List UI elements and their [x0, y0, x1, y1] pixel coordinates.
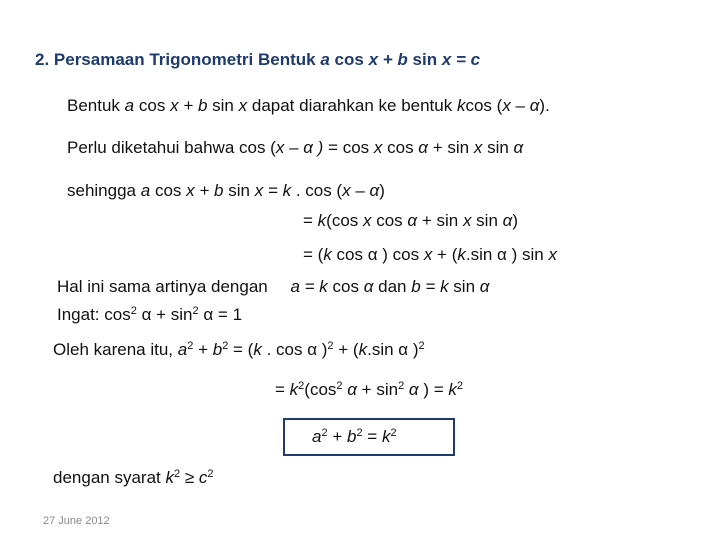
t: 2 [173, 468, 181, 480]
line-syarat [53, 468, 214, 488]
t: k [317, 211, 327, 230]
t: 2 [298, 380, 305, 392]
t: x [363, 211, 372, 230]
t: 2 [187, 340, 194, 352]
t: + ( [432, 245, 458, 264]
t: x – α [342, 181, 380, 200]
t: sin [228, 181, 250, 200]
t: k [358, 340, 368, 359]
t: x – α [502, 96, 540, 115]
t: cos [382, 138, 419, 157]
t: k [448, 380, 457, 399]
t: sehingga [67, 181, 137, 200]
t: k [457, 245, 466, 264]
t: + [327, 427, 347, 446]
t: = [303, 211, 318, 230]
t: 2 [398, 380, 405, 392]
t: Ingat: cos [57, 305, 131, 324]
t: x [462, 211, 472, 230]
t: = cos [323, 138, 374, 157]
t: b = k [411, 277, 449, 296]
t: a [140, 181, 151, 200]
line-perlu [67, 138, 523, 158]
t: 2 [192, 305, 199, 317]
t: dengan syarat [53, 468, 166, 487]
t: k [323, 245, 332, 264]
t: α [502, 211, 513, 230]
t: cos α ) cos [331, 245, 424, 264]
t: .sin α ) sin [465, 245, 549, 264]
t: x = k [254, 181, 292, 200]
t: 2 [130, 305, 137, 317]
t: k [289, 380, 299, 399]
t: (cos [326, 211, 363, 230]
t: x [423, 245, 433, 264]
t: a [177, 340, 188, 359]
t: x – α ) [275, 138, 324, 157]
t: c [198, 468, 208, 487]
line-hal [57, 277, 489, 297]
t: 2 [321, 427, 328, 439]
t: = [362, 427, 382, 446]
t: x + b [186, 181, 224, 200]
t: Perlu diketahui bahwa cos ( [67, 138, 276, 157]
t: (cos [304, 380, 337, 399]
footer-date: 27 June 2012 [43, 515, 110, 527]
t: + [193, 340, 213, 359]
t: ). [539, 96, 550, 115]
t: α [479, 277, 490, 296]
t: 2 [456, 380, 463, 392]
t: a [312, 427, 322, 446]
t: ) = [418, 380, 449, 399]
t: k [165, 468, 174, 487]
result-formula [312, 427, 397, 447]
t: + ( [333, 340, 359, 359]
t: α [363, 277, 374, 296]
t: Oleh karena itu, [53, 340, 178, 359]
t: α + sin [136, 305, 193, 324]
t: a = k [290, 277, 328, 296]
t: + sin [428, 138, 474, 157]
section-heading [35, 50, 480, 70]
heading-cos: cos [334, 50, 364, 69]
t: α [342, 380, 357, 399]
t: α [418, 138, 428, 157]
t: . cos ( [295, 181, 343, 200]
t: k [253, 340, 262, 359]
t: sin [482, 138, 514, 157]
t: cos [371, 211, 408, 230]
t: . cos α ) [261, 340, 328, 359]
t: 2 [336, 380, 343, 392]
t: cos [154, 181, 182, 200]
line-k2 [275, 380, 463, 400]
t: x [238, 96, 248, 115]
line-eq-3 [303, 245, 557, 265]
heading-sin: sin [412, 50, 438, 69]
t: 2 [327, 340, 334, 352]
t: x [548, 245, 557, 264]
t: x + b [170, 96, 208, 115]
t: sin [448, 277, 480, 296]
t: α [513, 138, 524, 157]
line-oleh [53, 340, 425, 360]
t: cos [138, 96, 166, 115]
t: k [456, 96, 466, 115]
t: cos ( [465, 96, 503, 115]
t: α [404, 380, 419, 399]
t: b [212, 340, 223, 359]
t: cos [327, 277, 364, 296]
t: + sin [356, 380, 399, 399]
t: ≥ [180, 468, 199, 487]
t: = [275, 380, 290, 399]
t: b [346, 427, 357, 446]
t: + sin [417, 211, 463, 230]
t: 2 [207, 468, 214, 480]
line-eq-2 [303, 211, 518, 231]
t: .sin α ) [367, 340, 419, 359]
t: 2 [356, 427, 363, 439]
heading-x1: x + b [368, 50, 408, 69]
heading-a: a [320, 50, 330, 69]
t: ) [379, 181, 385, 200]
t: α [407, 211, 418, 230]
line-bentuk [67, 96, 550, 116]
t: Hal ini sama artinya dengan [57, 277, 268, 296]
t: x [473, 138, 483, 157]
t: 2 [418, 340, 425, 352]
t: α = 1 [198, 305, 243, 324]
t: dan [373, 277, 412, 296]
t: sin [471, 211, 503, 230]
t: Bentuk [67, 96, 120, 115]
t: x [373, 138, 383, 157]
line-sehingga [67, 181, 385, 201]
t: k [381, 427, 391, 446]
t: sin [212, 96, 234, 115]
heading-number: 2. Persamaan Trigonometri Bentuk [35, 50, 316, 69]
t: 2 [390, 427, 397, 439]
t: ) [512, 211, 519, 230]
t: a [124, 96, 135, 115]
line-ingat [57, 305, 242, 325]
t: = ( [228, 340, 254, 359]
heading-x2: x = c [441, 50, 481, 69]
t: dapat diarahkan ke bentuk [251, 96, 453, 115]
t: = ( [303, 245, 324, 264]
t: 2 [222, 340, 229, 352]
